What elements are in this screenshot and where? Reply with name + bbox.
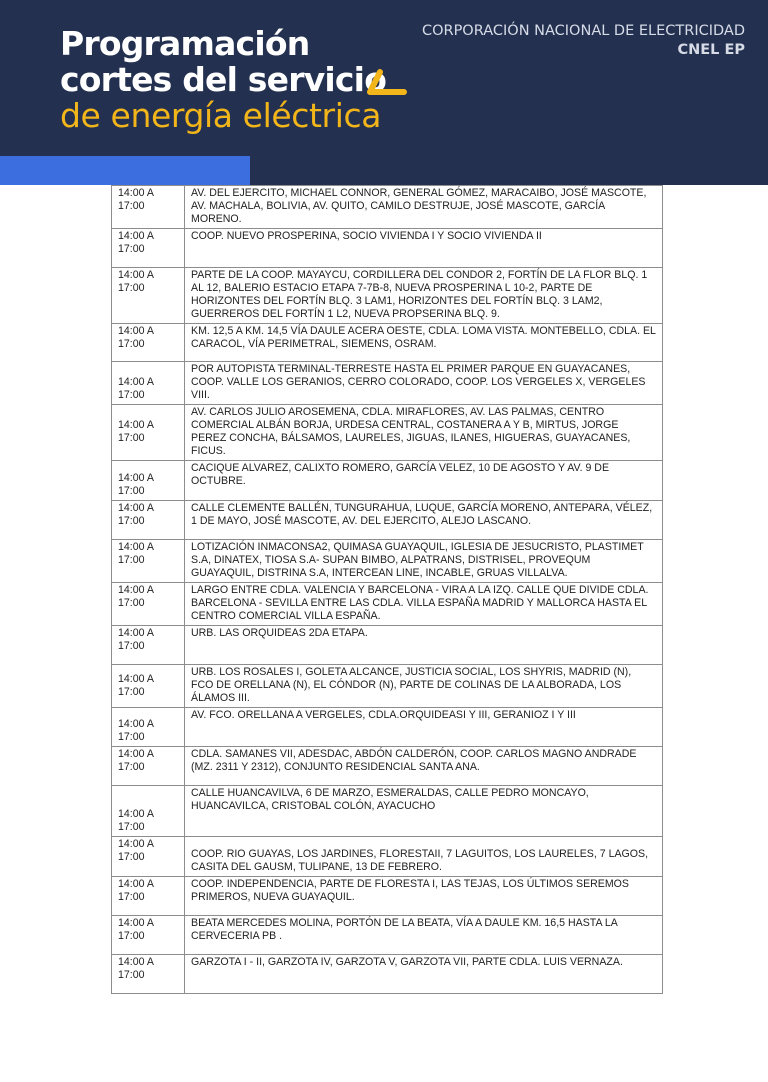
time-cell [112,583,185,626]
time-end: 17:00 [118,821,145,833]
time-start: 14:00 A [118,627,154,639]
affected-areas-cell: POR AUTOPISTA TERMINAL-TERRESTE HASTA EL PRIMER PARQUE EN GUAYACANES, COOP. VALLE LOS GERANIOS, CERRO COLORADO, COOP. LOS VERGELES X, VERGELES VIII. [185,362,663,405]
time-cell [112,501,185,540]
title-line-1: Programación [60,24,310,63]
time-start: 14:00 A [118,808,154,820]
title-line-2: cortes del servicio [60,60,387,99]
table-row [112,916,663,955]
time-start: 14:00 A [118,672,154,685]
affected-areas-cell: BEATA MERCEDES MOLINA, PORTÓN DE LA BEATA, VÍA A DAULE KM. 16,5 HASTA LA CERVECERIA PB . [185,916,663,955]
time-cell [112,186,185,229]
lightning-bolt-icon [366,68,410,98]
table-row [112,708,663,747]
company-name [422,22,745,60]
table-row [112,268,663,324]
table-row [112,786,663,837]
table-row [112,501,663,540]
time-cell [112,916,185,955]
time-end: 17:00 [118,597,145,609]
time-cell [112,708,185,747]
time-cell [112,324,185,362]
time-cell [112,747,185,786]
time-cell [112,786,185,837]
affected-areas-cell: LARGO ENTRE CDLA. VALENCIA Y BARCELONA - VIRA A LA IZQ. CALLE QUE DIVIDE CDLA. BARCELONA - SEVILLA ENTRE LAS CDLA. VILLA ESPAÑA MADRID Y MALLORCA HASTA EL CENTRO COMERCIAL VILLA ESPAÑA. [185,583,663,626]
time-start: 14:00 A [118,502,154,514]
table-row [112,877,663,916]
affected-areas-cell: COOP. RIO GUAYAS, LOS JARDINES, FLORESTAII, 7 LAGUITOS, LOS LAURELES, 7 LAGOS, CASITA DEL GAUSM, TULIPANE, 13 DE FEBRERO. [185,837,663,877]
time-cell [112,405,185,461]
affected-areas-cell: CALLE CLEMENTE BALLÉN, TUNGURAHUA, LUQUE, GARCÍA MORENO, ANTEPARA, VÉLEZ, 1 DE MAYO, JOSÉ MASCOTE, AV. DEL EJERCITO, ALEJO LASCANO. [185,501,663,540]
table-row [112,461,663,501]
time-end: 17:00 [118,243,145,255]
time-end: 17:00 [118,731,145,743]
affected-areas-cell: PARTE DE LA COOP. MAYAYCU, CORDILLERA DEL CONDOR 2, FORTÍN DE LA FLOR BLQ. 1 AL 12, BALERIO ESTACIO ETAPA 7-7B-8, NUEVA PROSPERINA L 10-2, PARTE DE HORIZONTES DEL FORTÍN BLQ. 3 LAM1, HORIZONTES DEL FORTÍN BLQ. 3 LAM2, GUERREROS DEL FORTÍN 1 L2, NUEVA PROPSERINA BLQ. 9. [185,268,663,324]
company-abbr: CNEL EP [677,42,745,58]
time-start: 14:00 A [118,956,154,968]
affected-areas-cell: CACIQUE ALVAREZ, CALIXTO ROMERO, GARCÍA VELEZ, 10 DE AGOSTO Y AV. 9 DE OCTUBRE. [185,461,663,501]
time-start: 14:00 A [118,325,154,337]
affected-areas-cell: COOP. NUEVO PROSPERINA, SOCIO VIVIENDA I Y SOCIO VIVIENDA II [185,229,663,268]
time-end: 17:00 [118,338,145,350]
schedule-table [111,185,663,994]
table-row [112,229,663,268]
affected-areas-cell: KM. 12,5 A KM. 14,5 VÍA DAULE ACERA OESTE, CDLA. LOMA VISTA. MONTEBELLO, CDLA. EL CARACOL, VÍA PERIMETRAL, SIEMENS, OSRAM. [185,324,663,362]
time-end: 17:00 [118,851,145,863]
time-cell [112,229,185,268]
affected-areas-cell: GARZOTA I - II, GARZOTA IV, GARZOTA V, GARZOTA VII, PARTE CDLA. LUIS VERNAZA. [185,955,663,994]
affected-areas-cell: CALLE HUANCAVILVA, 6 DE MARZO, ESMERALDAS, CALLE PEDRO MONCAYO, HUANCAVILCA, CRISTOBAL COLÓN, AYACUCHO [185,786,663,837]
table-row [112,186,663,229]
time-cell [112,540,185,583]
time-end: 17:00 [118,200,145,212]
time-end: 17:00 [118,969,145,981]
company-full-name: CORPORACIÓN NACIONAL DE ELECTRICIDAD [421,23,745,39]
time-start: 14:00 A [118,269,154,281]
time-end: 17:00 [118,891,145,903]
schedule-table-body [112,186,663,994]
time-start: 14:00 A [118,917,154,929]
table-row [112,955,663,994]
time-cell [112,955,185,994]
page-title [60,26,386,134]
time-start: 14:00 A [118,718,154,730]
time-end: 17:00 [118,432,145,444]
affected-areas-cell: LOTIZACIÓN INMACONSA2, QUIMASA GUAYAQUIL, IGLESIA DE JESUCRISTO, PLASTIMET S.A, DINATEX, TIOSA S.A- SUPAN BIMBO, ALPATRANS, DISTRISEL, PROVEQUM GUAYAQUIL, DISTRINA S.A, INTERCEAN LINE, INCABLE, GRUAS VILLALVA. [185,540,663,583]
affected-areas-cell: URB. LOS ROSALES I, GOLETA ALCANCE, JUSTICIA SOCIAL, LOS SHYRIS, MADRID (N), FCO DE ORELLANA (N), EL CÓNDOR (N), PARTE DE COLINAS DE LA ALBORADA, LOS ÁLAMOS III. [185,665,663,708]
table-row [112,324,663,362]
time-end: 17:00 [118,761,145,773]
affected-areas-cell: AV. FCO. ORELLANA A VERGELES, CDLA.ORQUIDEASI Y III, GERANIOZ I Y III [185,708,663,747]
table-row [112,362,663,405]
time-cell [112,877,185,916]
time-end: 17:00 [118,282,145,294]
table-row [112,837,663,877]
table-row [112,405,663,461]
time-start: 14:00 A [118,187,154,199]
time-cell [112,837,185,877]
time-start: 14:00 A [118,419,154,431]
time-start: 14:00 A [118,376,154,388]
time-start: 14:00 A [118,541,154,553]
table-row [112,665,663,708]
table-row [112,583,663,626]
time-cell [112,362,185,405]
time-end: 17:00 [118,515,145,527]
affected-areas-cell: CDLA. SAMANES VII, ADESDAC, ABDÓN CALDERÓN, COOP. CARLOS MAGNO ANDRADE (MZ. 2311 Y 2312), CONJUNTO RESIDENCIAL SANTA ANA. [185,747,663,786]
affected-areas-cell: AV. CARLOS JULIO AROSEMENA, CDLA. MIRAFLORES, AV. LAS PALMAS, CENTRO COMERCIAL ALBÁN BORJA, URDESA CENTRAL, COSTANERA A Y B, MIRTUS, JORGE PEREZ CONCHA, BÁLSAMOS, LAURELES, JIGUAS, ILANES, HIGUERAS, GUAYACANES, FICUS. [185,405,663,461]
affected-areas-cell: URB. LAS ORQUIDEAS 2DA ETAPA. [185,626,663,665]
time-end: 17:00 [118,554,145,566]
table-row [112,540,663,583]
time-cell [112,665,185,708]
time-end: 17:00 [118,685,145,698]
affected-areas-cell: COOP. INDEPENDENCIA, PARTE DE FLORESTA I, LAS TEJAS, LOS ÚLTIMOS SEREMOS PRIMEROS, NUEVA GUAYAQUIL. [185,877,663,916]
time-end: 17:00 [118,389,145,401]
time-start: 14:00 A [118,584,154,596]
time-cell [112,461,185,501]
accent-bar [0,156,250,185]
header-banner [0,0,768,185]
time-start: 14:00 A [118,748,154,760]
time-cell [112,626,185,665]
time-end: 17:00 [118,640,145,652]
time-start: 14:00 A [118,838,154,850]
time-end: 17:00 [118,930,145,942]
table-row [112,626,663,665]
time-start: 14:00 A [118,472,154,484]
time-end: 17:00 [118,485,145,497]
time-cell [112,268,185,324]
time-start: 14:00 A [118,230,154,242]
table-row [112,747,663,786]
time-start: 14:00 A [118,878,154,890]
affected-areas-cell: AV. DEL EJERCITO, MICHAEL CONNOR, GENERAL GÓMEZ, MARACAIBO, JOSÉ MASCOTE, AV. MACHALA, BOLIVIA, AV. QUITO, CAMILO DESTRUJE, JOSÉ MASCOTE, GARCÍA MORENO. [185,186,663,229]
title-line-3: de energía eléctrica [60,96,382,135]
